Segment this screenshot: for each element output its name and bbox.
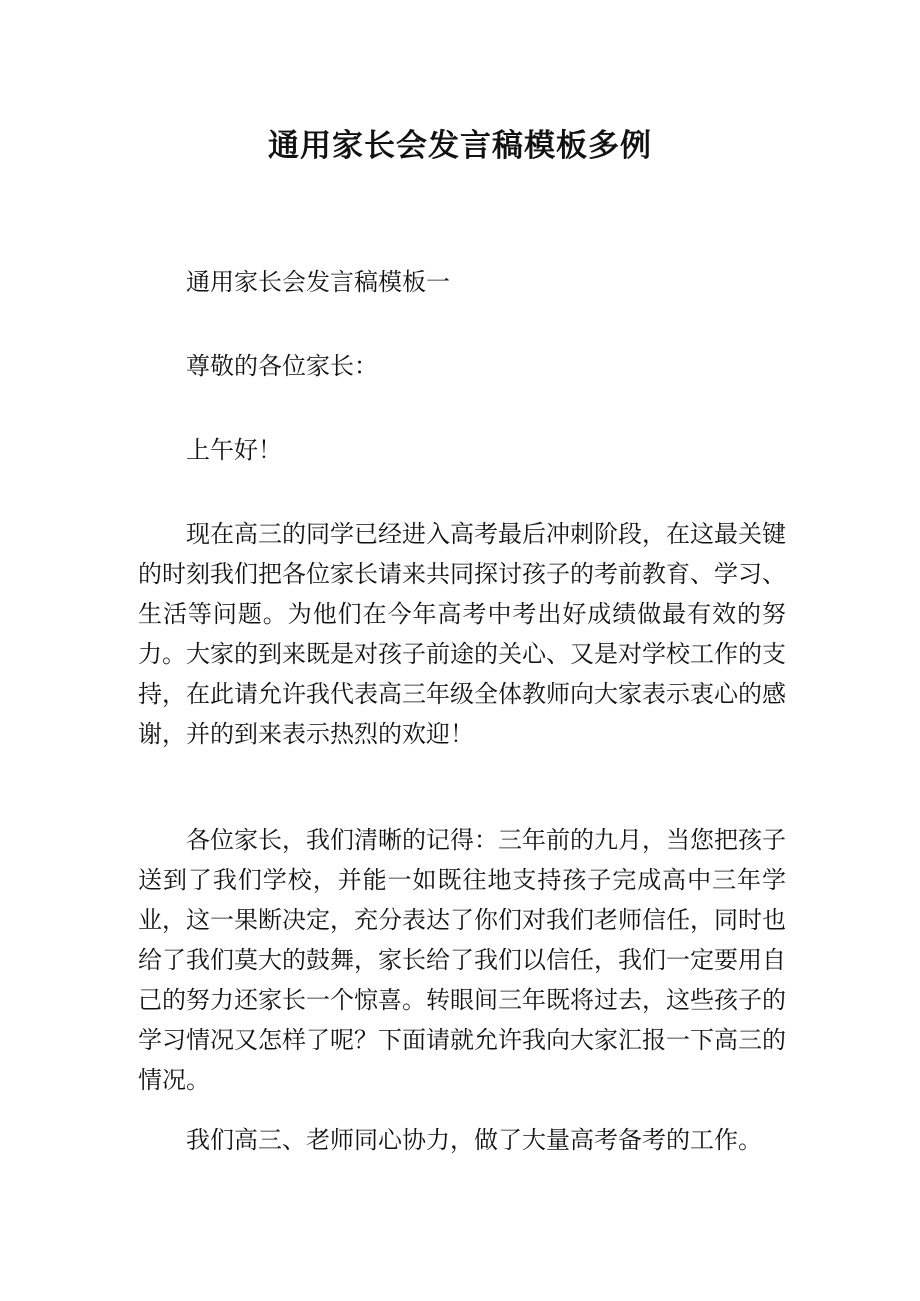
section-heading: 通用家长会发言稿模板一 bbox=[186, 268, 450, 296]
body-paragraph-1: 现在高三的同学已经进入高考最后冲刺阶段，在这最关键的时刻我们把各位家长请来共同探讨孩子的考前教育、学习、生活等问题。为他们在今年高考中考出好成绩做最有效的努力。大家的到来既是对孩子前途的关心、又是对学校工作的支持，在此请允许我代表高三年级全体教师向大家表示衷心的感谢，并的到来表示热烈的欢迎！ bbox=[138, 520, 786, 748]
document-title: 通用家长会发言稿模板多例 bbox=[268, 128, 652, 164]
body-paragraph-3: 我们高三、老师同心协力，做了大量高考备考的工作。 bbox=[186, 1126, 762, 1154]
greeting-line: 上午好！ bbox=[186, 436, 282, 464]
salutation: 尊敬的各位家长： bbox=[186, 352, 378, 380]
body-paragraph-2: 各位家长，我们清晰的记得：三年前的九月，当您把孩子送到了我们学校，并能一如既往地支持孩子完成高中三年学业，这一果断决定，充分表达了你们对我们老师信任，同时也给了我们莫大的鼓舞，家长给了我们以信任，我们一定要用自己的努力还家长一个惊喜。转眼间三年既将过去，这些孩子的学习情况又怎样了呢？下面请就允许我向大家汇报一下高三的情况。 bbox=[138, 826, 786, 1094]
